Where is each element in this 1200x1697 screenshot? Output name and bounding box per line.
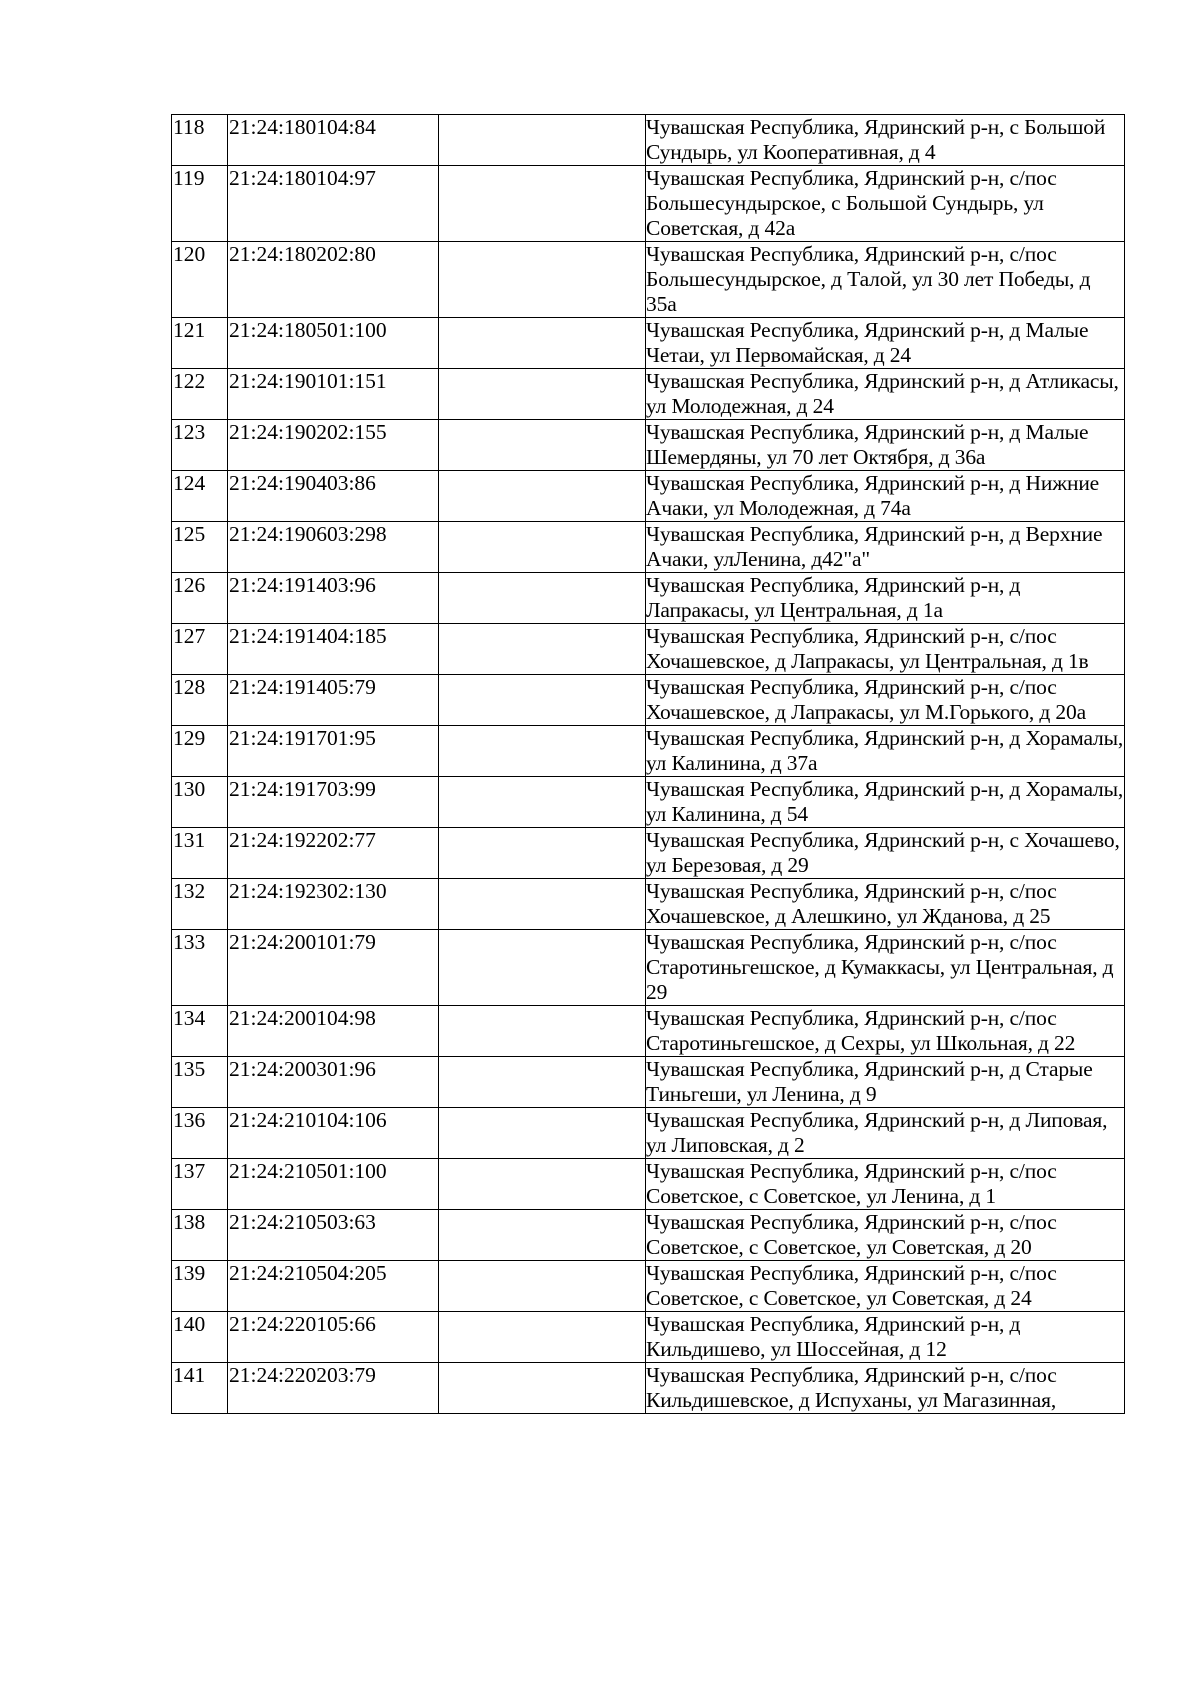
table-row [172,573,1125,624]
address-cell: Чувашская Республика, Ядринский р-н, с/пос Большесундырское, д Талой, ул 30 лет Победы, д 35а [646,242,1125,318]
row-number-cell: 138 [172,1210,228,1261]
empty-cell [439,166,646,242]
table-row [172,166,1125,242]
address-cell: Чувашская Республика, Ядринский р-н, с/пос Кильдишевское, д Испуханы, ул Магазинная, [646,1363,1125,1414]
cadastral-number-cell: 21:24:200301:96 [228,1057,439,1108]
table-row [172,369,1125,420]
row-number-cell: 123 [172,420,228,471]
cadastral-number-cell: 21:24:190403:86 [228,471,439,522]
row-number-cell: 126 [172,573,228,624]
empty-cell [439,726,646,777]
table-row [172,1057,1125,1108]
table-row [172,1108,1125,1159]
cadastral-number-cell: 21:24:220105:66 [228,1312,439,1363]
table-row [172,318,1125,369]
empty-cell [439,1210,646,1261]
cadastral-number-cell: 21:24:190603:298 [228,522,439,573]
address-cell: Чувашская Республика, Ядринский р-н, с/пос Советское, с Советское, ул Советская, д 24 [646,1261,1125,1312]
cadastral-number-cell: 21:24:180104:97 [228,166,439,242]
cadastral-number-cell: 21:24:191701:95 [228,726,439,777]
address-cell: Чувашская Республика, Ядринский р-н, с/пос Старотиньгешское, д Сехры, ул Школьная, д 22 [646,1006,1125,1057]
empty-cell [439,675,646,726]
row-number-cell: 141 [172,1363,228,1414]
property-registry-table [171,114,1125,1414]
cadastral-number-cell: 21:24:210503:63 [228,1210,439,1261]
empty-cell [439,1159,646,1210]
row-number-cell: 119 [172,166,228,242]
cadastral-number-cell: 21:24:192202:77 [228,828,439,879]
empty-cell [439,1006,646,1057]
table-row [172,115,1125,166]
cadastral-number-cell: 21:24:191703:99 [228,777,439,828]
address-cell: Чувашская Республика, Ядринский р-н, с/пос Старотиньгешское, д Кумаккасы, ул Центральная, д 29 [646,930,1125,1006]
row-number-cell: 140 [172,1312,228,1363]
row-number-cell: 131 [172,828,228,879]
address-cell: Чувашская Республика, Ядринский р-н, д Малые Шемердяны, ул 70 лет Октября, д 36а [646,420,1125,471]
empty-cell [439,369,646,420]
cadastral-number-cell: 21:24:210104:106 [228,1108,439,1159]
table-row [172,1006,1125,1057]
cadastral-number-cell: 21:24:180501:100 [228,318,439,369]
cadastral-number-cell: 21:24:191404:185 [228,624,439,675]
row-number-cell: 122 [172,369,228,420]
row-number-cell: 128 [172,675,228,726]
address-cell: Чувашская Республика, Ядринский р-н, д Лапракасы, ул Центральная, д 1а [646,573,1125,624]
address-cell: Чувашская Республика, Ядринский р-н, с/пос Советское, с Советское, ул Советская, д 20 [646,1210,1125,1261]
address-cell: Чувашская Республика, Ядринский р-н, д Кильдишево, ул Шоссейная, д 12 [646,1312,1125,1363]
empty-cell [439,930,646,1006]
table-row [172,242,1125,318]
empty-cell [439,1057,646,1108]
row-number-cell: 130 [172,777,228,828]
cadastral-number-cell: 21:24:210504:205 [228,1261,439,1312]
empty-cell [439,522,646,573]
row-number-cell: 127 [172,624,228,675]
table-row [172,522,1125,573]
address-cell: Чувашская Республика, Ядринский р-н, д Хорамалы, ул Калинина, д 37а [646,726,1124,775]
empty-cell [439,471,646,522]
row-number-cell: 120 [172,242,228,318]
cadastral-number-cell: 21:24:191403:96 [228,573,439,624]
row-number-cell: 121 [172,318,228,369]
table-row [172,420,1125,471]
empty-cell [439,242,646,318]
table-row [172,828,1125,879]
address-cell: Чувашская Республика, Ядринский р-н, д Верхние Ачаки, улЛенина, д42"а" [646,522,1125,573]
table-row [172,726,1125,777]
table-row [172,1312,1125,1363]
empty-cell [439,1312,646,1363]
row-number-cell: 134 [172,1006,228,1057]
empty-cell [439,879,646,930]
address-cell: Чувашская Республика, Ядринский р-н, с Хочашево, ул Березовая, д 29 [646,828,1125,879]
address-cell: Чувашская Республика, Ядринский р-н, с/пос Большесундырское, с Большой Сундырь, ул Советская, д 42а [646,166,1125,242]
table-row [172,1210,1125,1261]
empty-cell [439,828,646,879]
address-cell: Чувашская Республика, Ядринский р-н, с/пос Советское, с Советское, ул Ленина, д 1 [646,1159,1125,1210]
table-row [172,1261,1125,1312]
address-cell: Чувашская Республика, Ядринский р-н, с/пос Хочашевское, д Алешкино, ул Жданова, д 25 [646,879,1125,930]
row-number-cell: 124 [172,471,228,522]
row-number-cell: 118 [172,115,228,166]
address-cell: Чувашская Республика, Ядринский р-н, с Большой Сундырь, ул Кооперативная, д 4 [646,115,1125,166]
row-number-cell: 137 [172,1159,228,1210]
empty-cell [439,420,646,471]
cadastral-number-cell: 21:24:192302:130 [228,879,439,930]
empty-cell [439,573,646,624]
row-number-cell: 125 [172,522,228,573]
row-number-cell: 139 [172,1261,228,1312]
table-row [172,471,1125,522]
empty-cell [439,115,646,166]
address-cell: Чувашская Республика, Ядринский р-н, д Хорамалы, ул Калинина, д 54 [646,777,1124,826]
empty-cell [439,1108,646,1159]
cadastral-number-cell: 21:24:180104:84 [228,115,439,166]
address-cell: Чувашская Республика, Ядринский р-н, д Нижние Ачаки, ул Молодежная, д 74а [646,471,1125,522]
table-row [172,675,1125,726]
empty-cell [439,1261,646,1312]
cadastral-number-cell: 21:24:190202:155 [228,420,439,471]
row-number-cell: 132 [172,879,228,930]
empty-cell [439,777,646,828]
table-row [172,930,1125,1006]
table-row [172,624,1125,675]
address-cell: Чувашская Республика, Ядринский р-н, д Липовая, ул Липовская, д 2 [646,1108,1125,1159]
empty-cell [439,1363,646,1414]
address-cell: Чувашская Республика, Ядринский р-н, д Старые Тиньгеши, ул Ленина, д 9 [646,1057,1125,1108]
address-cell: Чувашская Республика, Ядринский р-н, с/пос Хочашевское, д Лапракасы, ул М.Горького, д 20а [646,675,1125,726]
row-number-cell: 135 [172,1057,228,1108]
cadastral-number-cell: 21:24:191405:79 [228,675,439,726]
cadastral-number-cell: 21:24:190101:151 [228,369,439,420]
table-row [172,1159,1125,1210]
registry-table-body [172,115,1125,1414]
cadastral-number-cell: 21:24:180202:80 [228,242,439,318]
cadastral-number-cell: 21:24:200101:79 [228,930,439,1006]
empty-cell [439,318,646,369]
address-cell: Чувашская Республика, Ядринский р-н, д Атликасы, ул Молодежная, д 24 [646,369,1125,420]
cadastral-number-cell: 21:24:220203:79 [228,1363,439,1414]
table-row [172,777,1125,828]
address-cell: Чувашская Республика, Ядринский р-н, с/пос Хочашевское, д Лапракасы, ул Центральная, д 1в [646,624,1125,675]
table-row [172,1363,1125,1414]
row-number-cell: 136 [172,1108,228,1159]
cadastral-number-cell: 21:24:200104:98 [228,1006,439,1057]
cadastral-number-cell: 21:24:210501:100 [228,1159,439,1210]
row-number-cell: 129 [172,726,228,777]
table-row [172,879,1125,930]
row-number-cell: 133 [172,930,228,1006]
empty-cell [439,624,646,675]
address-cell: Чувашская Республика, Ядринский р-н, д Малые Четаи, ул Первомайская, д 24 [646,318,1125,369]
